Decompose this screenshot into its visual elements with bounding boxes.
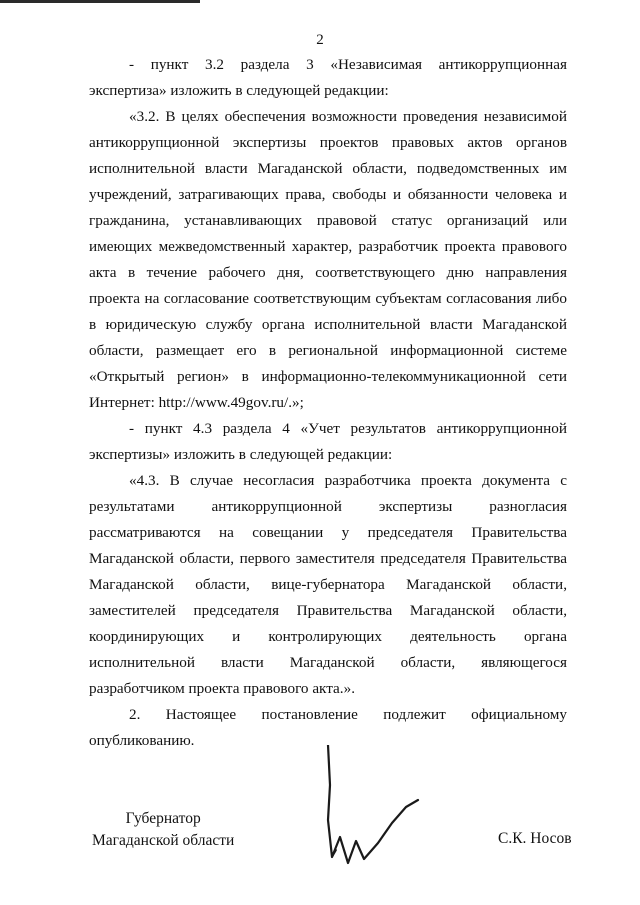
signature-block <box>0 800 640 900</box>
page-number: 2 <box>316 32 324 48</box>
paragraph-amendment-3-2: - пункт 3.2 раздела 3 «Независимая антикоррупционная экспертиза» изложить в следующей редакции: <box>89 56 567 99</box>
handwritten-signature <box>318 745 423 870</box>
signatory-title-line1: Губернатор <box>125 810 201 827</box>
paragraph-amendment-4-3: - пункт 4.3 раздела 4 «Учет результатов антикоррупционной экспертизы» изложить в следующей редакции: <box>89 420 567 463</box>
top-rule <box>0 0 200 3</box>
document-body <box>89 52 567 754</box>
paragraph-4-3-text: «4.3. В случае несогласия разработчика проекта документа с результатами антикоррупционной экспертизы разногласия рассматриваются на совещании у председателя Правительства Магаданской области, первого заместителя председателя Правительства Магаданской области, вице-губернатора Магаданской области, заместителей председателя Правительства Магаданской области, координирующих и контролирующих деятельность органа исполнительной власти Магаданской области, являющегося разработчиком проекта правового акта.». <box>89 472 567 697</box>
paragraph-publication: 2. Настоящее постановление подлежит официальному опубликованию. <box>89 706 567 749</box>
signatory-title <box>92 808 234 852</box>
signatory-name: С.К. Носов <box>498 830 572 847</box>
signatory-title-line2: Магаданской области <box>92 832 235 849</box>
paragraph-3-2-text: «3.2. В целях обеспечения возможности проведения независимой антикоррупционной экспертизы проектов правовых актов органов исполнительной власти Магаданской области, подведомственных им учреждений, затрагивающих права, свободы и обязанности человека и гражданина, устанавливающих правовой статус организаций или имеющих межведомственный характер, разработчик проекта правового акта в течение рабочего дня, соответствующего дню направления проекта на согласование соответствующим субъектам согласования либо в юридическую службу органа исполнительной власти Магаданской области, размещает его в региональной информационной системе «Открытый регион» в информационно-телекоммуникационной сети Интернет: http://www.49gov.ru/.»; <box>89 108 567 411</box>
